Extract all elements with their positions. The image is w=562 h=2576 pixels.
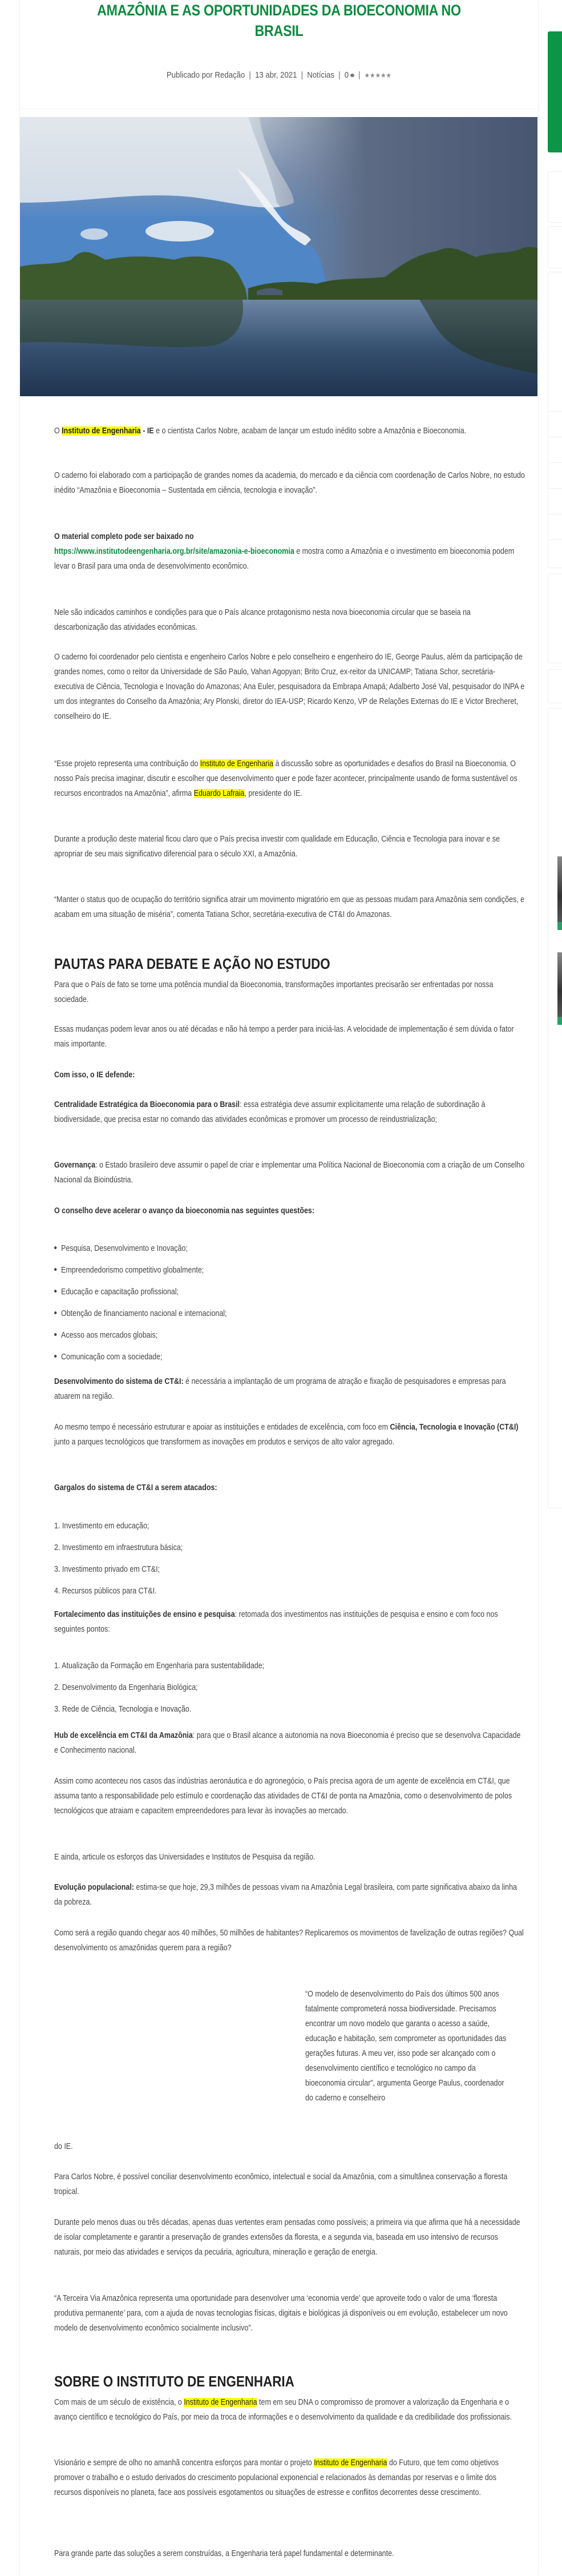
quote-text: “O modelo de desenvolvimento do País dos últimos 500 anos fatalmente comprometerá nossa biodiversidade. Precisamos encontrar um novo modelo que garanta o acesso a saúde, educação e habitação, sem comprometer as oportunidades das gerações futuras. A meu ver, isso pode ser alcançado com o desenvolvimento científico e tecnológico no campo da bioeconomia circular”, argumenta George Paulus, coordenador do caderno e conselheiro — [305, 1990, 507, 2103]
text: : para que o Brasil alcance a autonomia na nova Bioeconomia é preciso que se desenvolva Capacidade e Conhecimento nacional. — [54, 1731, 521, 1755]
text: : essa estratégia deve assumir explicitamente uma relação de subordinação à biodiversidade, que precisa estar no comando das atividades econômicas e promover um processo de reindustrialização; — [54, 1100, 486, 1124]
article-card — [19, 0, 539, 2576]
list-item: 4. Recursos públicos para CT&I. — [54, 1587, 157, 1596]
author-link[interactable]: Redação — [215, 70, 245, 80]
paragraph — [54, 605, 525, 635]
paragraph-download — [54, 529, 525, 574]
paragraph — [54, 1158, 525, 1188]
rating-stars[interactable]: ★★★★★ — [364, 71, 391, 79]
bullet-icon — [54, 1333, 56, 1336]
sidebar-thumb-tag — [557, 922, 562, 930]
paragraph — [54, 1420, 525, 1450]
paragraph — [54, 2456, 525, 2500]
paragraph — [54, 650, 525, 724]
meta-separator: | — [249, 70, 251, 80]
paragraph — [54, 1880, 525, 1910]
paragraph — [54, 1097, 525, 1127]
paragraph — [54, 2395, 525, 2425]
text: e o cientista Carlos Nobre, acabam de lançar um estudo inédito sobre a Amazônia e Bioeconomia. — [153, 426, 467, 436]
bullet-icon — [54, 1311, 56, 1314]
paragraph — [54, 977, 525, 1007]
sidebar-card[interactable] — [548, 574, 562, 663]
text: : retomada dos investimentos nas instituições de pesquisa e ensino e com foco nos seguintes pontos: — [54, 1610, 498, 1634]
paragraph-quote-schor: “Manter o status quo de ocupação do território significa atrair um movimento migratório em que as pessoas mudam para Amazônia sem condições, e acabam em uma situação de miséria”, comenta Tatiana Schor, secretária-executiva de CT&I do Amazonas. — [54, 895, 525, 919]
list-item-text: Obtenção de financiamento nacional e internacional; — [61, 1309, 227, 1318]
post-meta — [51, 70, 507, 80]
bold-term: Centralidade Estratégica da Bioeconomia para o Brasil — [54, 1100, 240, 1109]
text: junto a parques tecnológicos que transformem as inovações em produtos e serviços de alto valor agregado. — [54, 1438, 395, 1447]
paragraph-hub — [54, 1728, 525, 1758]
paragraph — [54, 756, 525, 801]
sidebar-green-banner[interactable] — [548, 31, 562, 152]
list-item-text: Comunicação com a sociedade; — [61, 1353, 163, 1362]
paragraph — [54, 1204, 525, 1218]
paragraph-habitantes: Como será a região quando chegar aos 40 milhões, 50 milhões de habitantes? Replicaremos os movimentos de favelização de outras regiões? Qual desenvolvimento os amazônidas querem para a região? — [54, 1929, 524, 1953]
paragraph-populacao — [54, 1880, 525, 1910]
list-item: 2. Investimento em infraestrutura básica; — [54, 1543, 183, 1552]
paragraph-visionario — [54, 2456, 525, 2500]
sidebar-list-item[interactable] — [548, 411, 562, 438]
paragraph-nobre: Para Carlos Nobre, é possível conciliar desenvolvimento econômico, intelectual e social da Amazônia, com a simultânea conservação a floresta tropical. — [54, 2172, 508, 2196]
post-title-line-2: BRASIL — [254, 22, 304, 39]
list-item-text: Pesquisa, Desenvolvimento e Inovação; — [61, 1244, 188, 1253]
category-link[interactable]: Notícias — [307, 70, 334, 80]
list-item — [54, 1241, 188, 1256]
highlight-instituto: Instituto de Engenharia — [184, 2398, 257, 2407]
bold-term: Ciência, Tecnologia e Inovação (CT&I) — [390, 1423, 519, 1432]
sidebar-thumbnail[interactable] — [557, 952, 562, 1017]
post-date: 13 abr, 2021 — [255, 70, 297, 80]
list-item: 3. Investimento privado em CT&I; — [54, 1565, 160, 1574]
list-item-text: Acesso aos mercados globais; — [61, 1331, 158, 1340]
list-item — [54, 1328, 157, 1343]
text: “Esse projeto representa uma contribuição do — [54, 759, 200, 768]
sidebar-list-item[interactable] — [548, 437, 562, 464]
comments-link[interactable] — [345, 70, 354, 80]
paragraph-mudancas: Essas mudanças podem levar anos ou até décadas e não há tempo a perder para iniciá-las. A velocidade de implementação é sem dúvida o fator mais importante. — [54, 1025, 514, 1049]
paragraph — [54, 1728, 525, 1758]
ie-defende: Com isso, o IE defende: — [54, 1070, 135, 1080]
sidebar-list-item[interactable] — [548, 462, 562, 489]
hero-image — [20, 117, 537, 396]
sidebar-list-item[interactable] — [548, 488, 562, 515]
text: Visionário e sempre de olho no amanhã concentra esforços para montar o projeto — [54, 2458, 314, 2468]
reflection-left — [20, 300, 243, 347]
text: Ao mesmo tempo é necessário estruturar e apoiar as instituições e entidades de excelência, com foco em — [54, 1423, 390, 1432]
paragraph — [54, 2291, 525, 2336]
bullet-icon — [54, 1246, 56, 1249]
comment-bubble-icon — [350, 74, 354, 77]
post-title — [56, 0, 502, 41]
bold-term: Governança — [54, 1161, 96, 1170]
paragraph-coordenacao: O caderno foi coordenador pelo cientista e engenheiro Carlos Nobre e pelo conselheiro e engenheiro do IE, George Paulus, além da participação de grandes nomes, como o reitor da Universidade de São Paulo, Vahan Agopyan; Brito Cruz, ex-reitor da UNICAMP; Tatiana Schor, secretária-executiva de Ciência, Tecnologia e Inovação do Amazonas; Ana Euler, pesquisadora da Embrapa Amapá; Adalberto José Val, pesquisador do INPA e um dos integrantes do Conselho da Amazônia; Ary Plonski, diretor do IEA-USP; Ricardo Kenzo, VP de Relações Externas do IE e Victor Brecheret, conselheiro do IE. — [54, 653, 525, 721]
paragraph — [54, 468, 525, 498]
download-link[interactable]: https://www.institutodeengenharia.org.br/site/amazonia-e-bioeconomia — [54, 547, 294, 556]
text: e mostra como a Amazônia e o investimento em bioeconomia podem levar o Brasil para uma onda de desenvolvimento econômico. — [54, 547, 515, 571]
paragraph — [54, 2215, 525, 2260]
list-item — [54, 1350, 162, 1365]
text: : o Estado brasileiro deve assumir o papel de criar e implementar uma Política Nacional de Bioeconomia com a criação de um Conselho Nacional da Bioindústria. — [54, 1161, 525, 1185]
paragraph — [54, 832, 525, 862]
paragraph-governanca — [54, 1158, 525, 1188]
sidebar-card[interactable] — [548, 669, 562, 703]
paragraph-caderno: O caderno foi elaborado com a participação de grandes nomes da academia, do mercado e da ciência com coordenação de Carlos Nobre, no estudo inédito “Amazônia e Bioeconomia – Sustentada em ciência, tecnologia e inovação”. — [54, 471, 525, 495]
post-title-line-1: AMAZÔNIA E AS OPORTUNIDADES DA BIOECONOMIA NO — [97, 2, 461, 19]
paragraph — [54, 1068, 525, 1082]
meta-separator: | — [338, 70, 341, 80]
list-item: 1. Atualização da Formação em Engenharia para sustentabilidade; — [54, 1661, 265, 1671]
highlight-lafraia: Eduardo Lafraia — [193, 789, 245, 798]
paragraph-quote-lafraia — [54, 756, 525, 801]
text: , presidente do IE. — [244, 789, 302, 798]
sidebar-thumb-tag — [557, 1017, 562, 1025]
list-item: 2. Desenvolvimento da Engenharia Biológica; — [54, 1683, 198, 1692]
list-item-text: Educação e capacitação profissional; — [61, 1287, 179, 1297]
paragraph-aeronautica: Assim como aconteceu nos casos das indústrias aeronáutica e do agronegócio, o País precisa agora de um agente de excelência em CT&I, que assuma tanto a responsabilidade pelo estímulo e coordenação das atividades de CT&I de ponta na Amazônia, como o desenvolvimento de polos tecnológicos que atraiam e capacitem empreendedores para levar às inovações ao mercado. — [54, 1777, 512, 1816]
section-heading — [54, 955, 525, 973]
highlight-instituto: Instituto de Engenharia — [314, 2458, 387, 2468]
bold-term: Desenvolvimento do sistema de CT&I: — [54, 1377, 184, 1386]
small-cloud — [80, 228, 108, 240]
sidebar-widget[interactable] — [548, 171, 562, 223]
paragraph — [54, 1374, 525, 1404]
text: estima-se que hoje, 29,3 milhões de pessoas vivam na Amazônia Legal brasileira, com parte significativa abaixo da linha da pobreza. — [54, 1883, 517, 1907]
sidebar-list-item[interactable] — [548, 540, 562, 568]
text: tem em seu DNA o compromisso de promover a valorização da Engenharia e o avanço científico e tecnológico do País, por meio da troca de informações e o desenvolvimento da qualidade e da credibilidade dos profissionais. — [54, 2398, 512, 2422]
sidebar-widget — [548, 272, 562, 433]
meta-separator: | — [358, 70, 361, 80]
paragraph — [54, 1850, 525, 1865]
section-heading — [54, 2372, 525, 2390]
paragraph — [54, 2546, 525, 2561]
paragraph — [54, 1607, 525, 1637]
paragraph — [54, 1926, 525, 1955]
paragraph-caminhos: Nele são indicados caminhos e condições para que o País alcance protagonismo nesta nova bioeconomia circular que se baseia na descarbonização das atividades econômicas. — [54, 608, 471, 632]
paragraph — [54, 2139, 525, 2154]
bold-ie: - IE — [140, 426, 154, 436]
comments-count: 0 — [344, 70, 349, 80]
gargalos-heading: Gargalos do sistema de CT&I a serem atacados: — [54, 1483, 217, 1492]
list-item: 1. Investimento em educação; — [54, 1522, 149, 1531]
sidebar — [548, 0, 562, 2576]
heading-pautas: PAUTAS PARA DEBATE E AÇÃO NO ESTUDO — [54, 955, 330, 972]
paragraph — [54, 424, 525, 438]
bold-term: Evolução populacional: — [54, 1883, 134, 1892]
hero-image-svg — [20, 117, 537, 396]
list-item-text: Empreendedorismo competitivo globalmente; — [61, 1266, 204, 1275]
list-item: 3. Rede de Ciência, Tecnologia e Inovação. — [54, 1705, 192, 1714]
paragraph — [54, 1480, 525, 1495]
paragraph-potencia: Para que o País de fato se torne uma potência mundial da Bioeconomia, transformações importantes precisarão ser enfrentadas por nossa sociedade. — [54, 980, 494, 1004]
paragraph-terceira-via: “A Terceira Via Amazônica representa uma oportunidade para desenvolver uma ‘economia verde’ que aproveite todo o valor de uma ‘floresta produtiva permanente’ para, com a ajuda de novas tecnologias físicas, digitais e biológicas já disponíveis ou em evolução, estabelecer um novo modelo de desenvolvimento econômico socialmente inclusivo”. — [54, 2294, 508, 2333]
paragraph-seculo — [54, 2395, 525, 2425]
highlight-instituto: Instituto de Engenharia — [62, 426, 141, 436]
list-item — [54, 1285, 179, 1299]
paragraph-solucoes: Para grande parte das soluções a serem construídas, a Engenharia terá papel fundamental e determinante. — [54, 2549, 394, 2558]
highlight-instituto: Instituto de Engenharia — [200, 759, 274, 768]
paragraph-estruturar — [54, 1420, 525, 1450]
sidebar-card[interactable] — [548, 708, 562, 1508]
paragraph-vertentes: Durante pelo menos duas ou três décadas, apenas duas vertentes eram pensadas como possíveis; a primeira via que afirma que há a necessidade de isolar completamente e garantir a preservação de grandes extensões da floresta, e a segunda via, baseada em uso intensivo de recursos naturais, por meio das atividades e serviços da pecuária, agricultura, mineração e geração de energia. — [54, 2218, 520, 2257]
bullet-icon — [54, 1355, 56, 1358]
bold-term: Hub de excelência em CT&I da Amazônia — [54, 1731, 193, 1740]
paragraph — [54, 1774, 525, 1818]
list-item — [54, 1306, 227, 1321]
bullet-icon — [54, 1290, 56, 1293]
text: à discussão sobre as oportunidades e desafios do Brasil na Bioeconomia. O nosso País precisa imaginar, discutir e escolher que desenvolvimento quer e pode fazer acontecer, principalmente usando de forma sustentável os recursos encontrados na Amazônia”, afirma — [54, 759, 517, 798]
quote-tail: do IE. — [54, 2142, 73, 2151]
sidebar-widget[interactable] — [548, 226, 562, 268]
pull-quote-paulus — [305, 1987, 511, 2106]
published-by-label: Publicado por — [167, 70, 213, 80]
paragraph — [54, 2170, 525, 2199]
heading-sobre: SOBRE O INSTITUTO DE ENGENHARIA — [54, 2373, 294, 2390]
post-header — [20, 0, 538, 46]
intro-paragraph — [54, 424, 525, 438]
paragraph — [54, 892, 525, 922]
download-label: O material completo pode ser baixado no — [54, 532, 194, 541]
paragraph-ctei — [54, 1374, 525, 1404]
list-item — [54, 1263, 204, 1278]
text: Com mais de um século de existência, o — [54, 2398, 184, 2407]
paragraph-fortalecimento — [54, 1607, 525, 1637]
header-divider — [20, 108, 538, 109]
meta-separator: | — [301, 70, 304, 80]
cloud-left — [20, 117, 294, 208]
paragraph — [54, 529, 525, 574]
text: O — [54, 426, 62, 436]
sidebar-thumbnail[interactable] — [557, 856, 562, 922]
text: do Futuro, que tem como objetivos promover o trabalho e o estudo derivados do crescimento populacional exponencial e relacionados às demandas por reservas e o limite dos recursos disponíveis no planeta, face aos possíveis esgotamentos ou situações de estresse e conflitos decorrentes desse crescimento. — [54, 2458, 499, 2497]
small-cloud — [145, 221, 214, 242]
bold-term: Fortalecimento das instituições de ensino e pesquisa — [54, 1610, 235, 1619]
bullet-icon — [54, 1268, 56, 1271]
paragraph-articule: E ainda, articule os esforços das Universidades e Institutos de Pesquisa da região. — [54, 1853, 316, 1862]
paragraph-centralidade — [54, 1097, 525, 1127]
conselho-heading: O conselho deve acelerar o avanço da bioeconomia nas seguintes questões: — [54, 1206, 315, 1215]
text: é necessária a implantação de um programa de atração e fixação de pesquisadores e empresas para atuarem na região. — [54, 1377, 506, 1401]
paragraph — [54, 1022, 525, 1052]
paragraph-producao: Durante a produção deste material ficou claro que o País precisa investir com qualidade em Educação, Ciência e Tecnologia para inovar e se apropriar de seu mais significativo diferencial para o século XXI, a Amazônia. — [54, 835, 500, 859]
sidebar-list-item[interactable] — [548, 514, 562, 541]
